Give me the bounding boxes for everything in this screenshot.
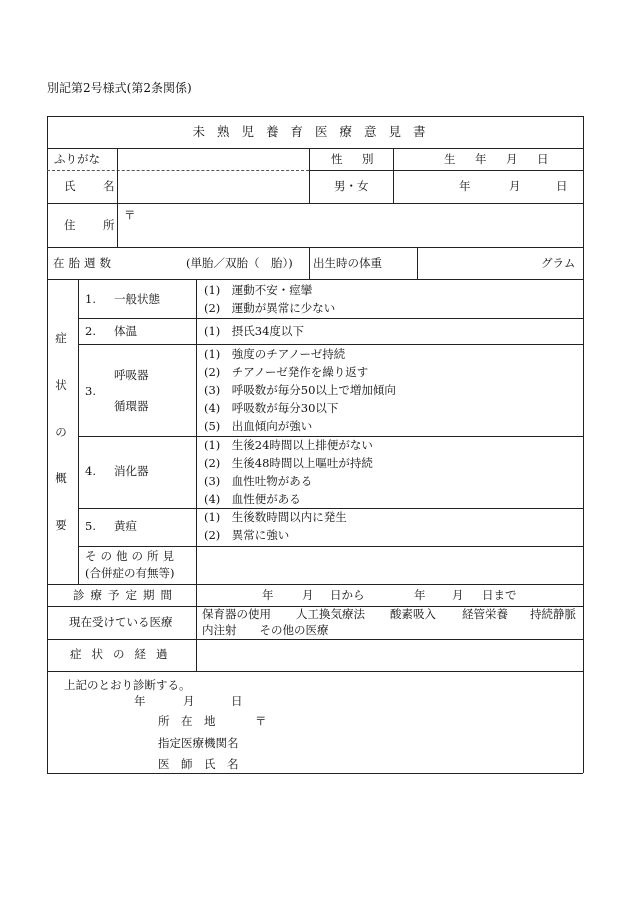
symptom-respiratory-label: 呼吸器	[114, 368, 149, 382]
col-line	[196, 279, 197, 671]
table-bottom-border	[47, 773, 583, 774]
treatment-period-label: 診療予定期間	[73, 588, 178, 602]
period-month-to: 月	[452, 588, 464, 602]
gestation-value[interactable]: (単胎／双胎（ 胎）)	[186, 256, 293, 270]
table-right-border	[583, 116, 584, 773]
symptom-jaundice-num: 5.	[85, 519, 96, 533]
row-line	[78, 318, 583, 319]
other-findings-field[interactable]	[200, 549, 578, 581]
symptom-respiratory-item[interactable]: (4) 呼吸数が毎分30以下	[204, 401, 339, 415]
symptoms-label-char: 概	[55, 471, 67, 485]
period-day-from: 日から	[330, 588, 365, 602]
care-option-ventilation[interactable]: 人工換気療法	[296, 607, 365, 621]
row-line	[47, 639, 583, 640]
course-field[interactable]	[200, 642, 578, 668]
location-label: 所 在 地	[158, 714, 216, 728]
care-option-incubator[interactable]: 保育器の使用	[202, 607, 271, 621]
row-line	[47, 279, 583, 280]
symptom-jaundice-label: 黄疸	[114, 519, 137, 533]
period-year-from: 年	[262, 588, 274, 602]
other-findings-sublabel: (合併症の有無等)	[85, 566, 175, 580]
col-line	[309, 148, 310, 203]
symptom-digestive-item[interactable]: (1) 生後24時間以上排便がない	[204, 438, 373, 452]
row-line	[78, 436, 583, 437]
care-option-iv[interactable]: 持続静脈	[530, 607, 576, 621]
symptom-temperature-num: 2.	[85, 324, 96, 338]
care-option-other[interactable]: 内注射 その他の医療	[202, 623, 329, 637]
name-field[interactable]	[122, 173, 304, 200]
col-line	[417, 247, 418, 279]
furigana-label: ふりがな	[54, 152, 100, 166]
symptom-digestive-item[interactable]: (4) 血性便がある	[204, 492, 301, 506]
row-line	[47, 584, 583, 585]
document-title: 未熟児養育医療意見書	[192, 124, 438, 139]
symptom-general-item[interactable]: (2) 運動が異常に少ない	[204, 301, 336, 315]
symptoms-label-char: 要	[55, 518, 67, 532]
form-label: 別記第2号様式(第2条関係)	[47, 81, 192, 95]
birthdate-label: 生 年 月 日	[444, 152, 553, 166]
gestation-label: 在胎週数	[53, 256, 115, 270]
birth-year-unit: 年	[459, 179, 471, 193]
period-month-from: 月	[302, 588, 314, 602]
address-label: 住 所	[64, 218, 123, 232]
row-line	[47, 671, 583, 672]
symptom-jaundice-item[interactable]: (1) 生後数時間以内に発生	[204, 510, 347, 524]
postal-mark: 〒	[124, 208, 136, 222]
institution-label: 指定医療機関名	[158, 736, 239, 750]
row-line	[47, 203, 583, 204]
period-day-to: 日まで	[482, 588, 517, 602]
birth-month-unit: 月	[509, 179, 521, 193]
gram-unit: グラム	[541, 256, 576, 270]
symptom-respiratory-item[interactable]: (3) 呼吸数が毎分50以上で増加傾向	[204, 383, 396, 397]
symptoms-label-char: 症	[55, 331, 67, 345]
col-line	[309, 247, 310, 279]
postal-mark-institution: 〒	[255, 714, 267, 728]
symptom-respiratory-num: 3.	[85, 384, 96, 398]
care-option-tube-feeding[interactable]: 経管栄養	[462, 607, 508, 621]
symptom-general-item[interactable]: (1) 運動不安・痙攣	[204, 283, 313, 297]
doctor-name-label: 医 師 氏 名	[158, 757, 239, 771]
row-line	[309, 170, 583, 171]
row-line	[78, 546, 583, 547]
symptoms-label-char: 状	[55, 378, 67, 392]
row-line	[78, 508, 583, 509]
sex-label: 性 別	[331, 152, 378, 166]
symptom-respiratory-item[interactable]: (5) 出血傾向が強い	[204, 419, 313, 433]
row-line	[47, 148, 583, 149]
col-line	[117, 148, 118, 247]
symptom-temperature-label: 体温	[114, 324, 137, 338]
sign-month-unit: 月	[183, 694, 195, 708]
birth-weight-label: 出生時の体重	[313, 256, 382, 270]
symptom-respiratory-item[interactable]: (1) 強度のチアノーゼ持続	[204, 347, 346, 361]
symptom-digestive-num: 4.	[85, 464, 96, 478]
other-findings-label: その他の所見	[85, 549, 178, 563]
symptom-temperature-item[interactable]: (1) 摂氏34度以下	[204, 324, 304, 338]
period-year-to: 年	[414, 588, 426, 602]
sex-options[interactable]: 男・女	[334, 179, 369, 193]
birth-weight-field[interactable]	[420, 250, 530, 276]
table-top-border	[47, 116, 583, 117]
symptom-digestive-item[interactable]: (3) 血性吐物がある	[204, 474, 313, 488]
birth-day-unit: 日	[556, 179, 568, 193]
care-option-oxygen[interactable]: 酸素吸入	[390, 607, 436, 621]
furigana-field[interactable]	[122, 151, 304, 168]
table-left-border	[47, 116, 48, 773]
symptom-circulatory-label: 循環器	[114, 399, 149, 413]
row-line	[78, 344, 583, 345]
diagnosis-statement: 上記のとおり診断する。	[64, 678, 191, 692]
sign-day-unit: 日	[231, 694, 243, 708]
course-label: 症状の経過	[70, 647, 178, 661]
sign-year-unit: 年	[134, 694, 146, 708]
col-line	[78, 279, 79, 584]
current-care-label: 現在受けている医療	[69, 615, 173, 629]
symptom-jaundice-item[interactable]: (2) 異常に強い	[204, 528, 290, 542]
symptoms-label-char: の	[55, 425, 67, 439]
symptom-digestive-item[interactable]: (2) 生後48時間以上嘔吐が持続	[204, 456, 373, 470]
symptom-digestive-label: 消化器	[114, 464, 149, 478]
row-line	[47, 247, 583, 248]
name-label: 氏 名	[64, 179, 123, 193]
address-field[interactable]	[140, 206, 578, 244]
symptom-respiratory-item[interactable]: (2) チアノーゼ発作を繰り返す	[204, 365, 369, 379]
symptom-general-label: 一般状態	[114, 292, 160, 306]
symptom-general-num: 1.	[85, 292, 96, 306]
col-line	[393, 148, 394, 203]
furigana-dash-line	[47, 170, 309, 171]
